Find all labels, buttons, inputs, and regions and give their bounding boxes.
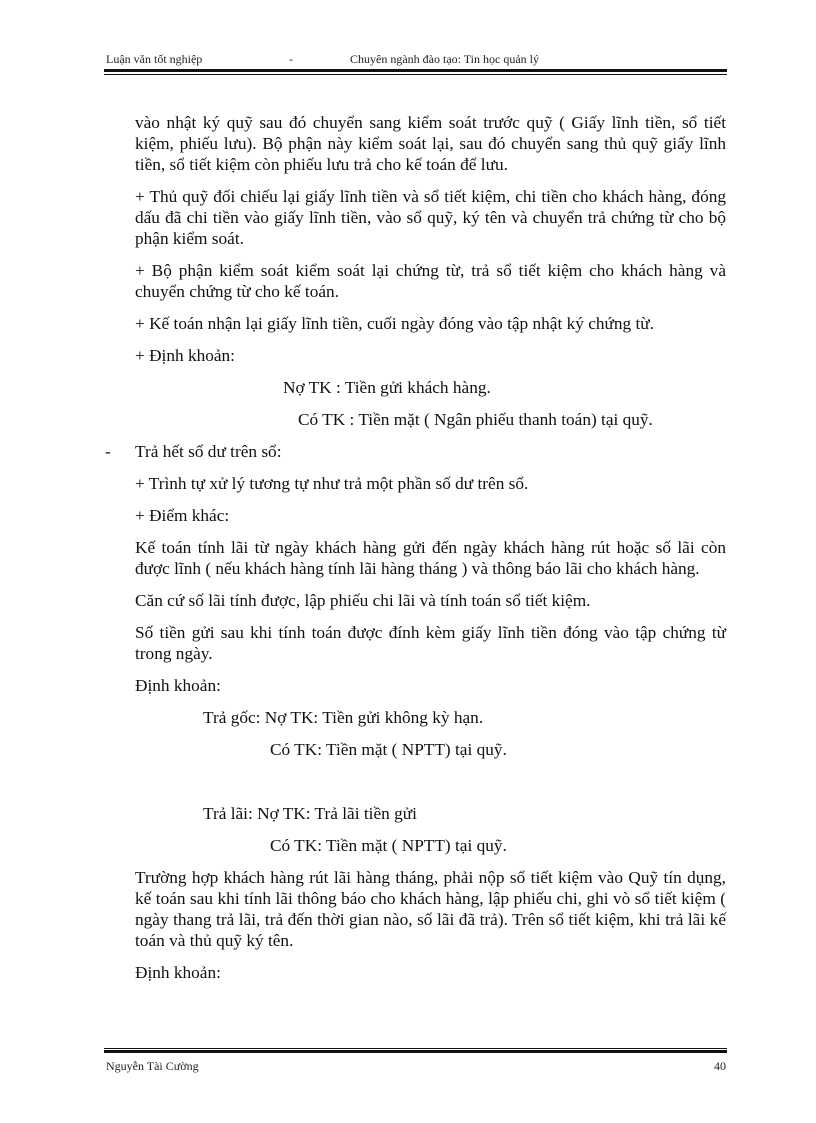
paragraph: + Kế toán nhận lại giấy lĩnh tiền, cuối ngày đóng vào tập nhật ký chứng từ. [135,314,654,333]
header-separator: - [289,52,293,66]
list-item [105,441,726,462]
paragraph: Định khoản: [135,963,221,982]
paragraph: + Điểm khác: [135,506,230,525]
header-rule [104,69,727,72]
entry-credit: Có TK : Tiền mặt ( Ngân phiếu thanh toán) tại quỹ. [298,410,653,429]
header-thesis-title: Luận văn tốt nghiệp [106,52,203,66]
principal-credit: Có TK: Tiền mặt ( NPTT) tại quỹ. [270,740,507,759]
paragraph: Số tiền gửi sau khi tính toán được đính kèm giấy lĩnh tiền đóng vào tập chứng từ trong ngày. [135,623,726,663]
principal-debit: Trả gốc: Nợ TK: Tiền gửi không kỳ hạn. [203,708,484,727]
entry-debit: Nợ TK : Tiền gửi khách hàng. [283,378,491,397]
interest-debit: Trả lãi: Nợ TK: Trả lãi tiền gửi [203,804,417,823]
paragraph: Định khoản: [135,676,221,695]
header-major: Chuyên ngành đào tạo: Tin học quản lý [350,52,539,66]
paragraph: Căn cứ số lãi tính được, lập phiếu chi lãi và tính toán sổ tiết kiệm. [135,591,591,610]
page-number: 40 [714,1059,726,1073]
list-item-text: Trả hết số dư trên sổ: [135,442,282,461]
paragraph: vào nhật ký quỹ sau đó chuyển sang kiểm soát trước quỹ ( Giấy lĩnh tiền, sổ tiết kiệm, phiếu lưu). Bộ phận này kiểm soát lại, sau đó chuyển sang thủ quỹ giấy lĩnh tiền, sổ tiết kiệm còn phiếu lưu trả cho kế toán để lưu. [135,113,726,174]
page-body [105,112,726,994]
footer-rule [104,1048,727,1049]
dash-bullet: - [105,442,111,461]
page-header [106,50,726,68]
page-footer [106,1057,726,1075]
paragraph: Trường hợp khách hàng rút lãi hàng tháng, phải nộp sổ tiết kiệm vào Quỹ tín dụng, kế toán sau khi tính lãi thông báo cho khách hàng, lập phiếu chi, ghi vò sổ tiết kiệm ( ngày thang trả lãi, trả đến thời gian nào, số lãi đã trả). Trên sổ tiết kiệm, khi trả lãi kế toán và thủ quỹ ký tên. [135,868,726,950]
paragraph: + Trình tự xử lý tương tự như trả một phần số dư trên sổ. [135,474,529,493]
paragraph: + Thủ quỹ đối chiếu lại giấy lĩnh tiền và sổ tiết kiệm, chi tiền cho khách hàng, đóng dấu đã chi tiền vào giấy lĩnh tiền, vào sổ quỹ, ký tên và chuyển trả chứng từ cho bộ phận kiểm soát. [135,187,726,248]
paragraph: + Định khoản: [135,346,235,365]
interest-credit: Có TK: Tiền mặt ( NPTT) tại quỹ. [270,836,507,855]
paragraph: Kế toán tính lãi từ ngày khách hàng gửi đến ngày khách hàng rút hoặc số lãi còn được lĩnh ( nếu khách hàng tính lãi hàng tháng ) và thông báo lãi cho khách hàng. [135,538,726,578]
paragraph: + Bộ phận kiểm soát kiểm soát lại chứng từ, trả sổ tiết kiệm cho khách hàng và chuyển chứng từ cho kế toán. [135,261,726,301]
footer-author: Nguyễn Tài Cường [106,1059,199,1073]
